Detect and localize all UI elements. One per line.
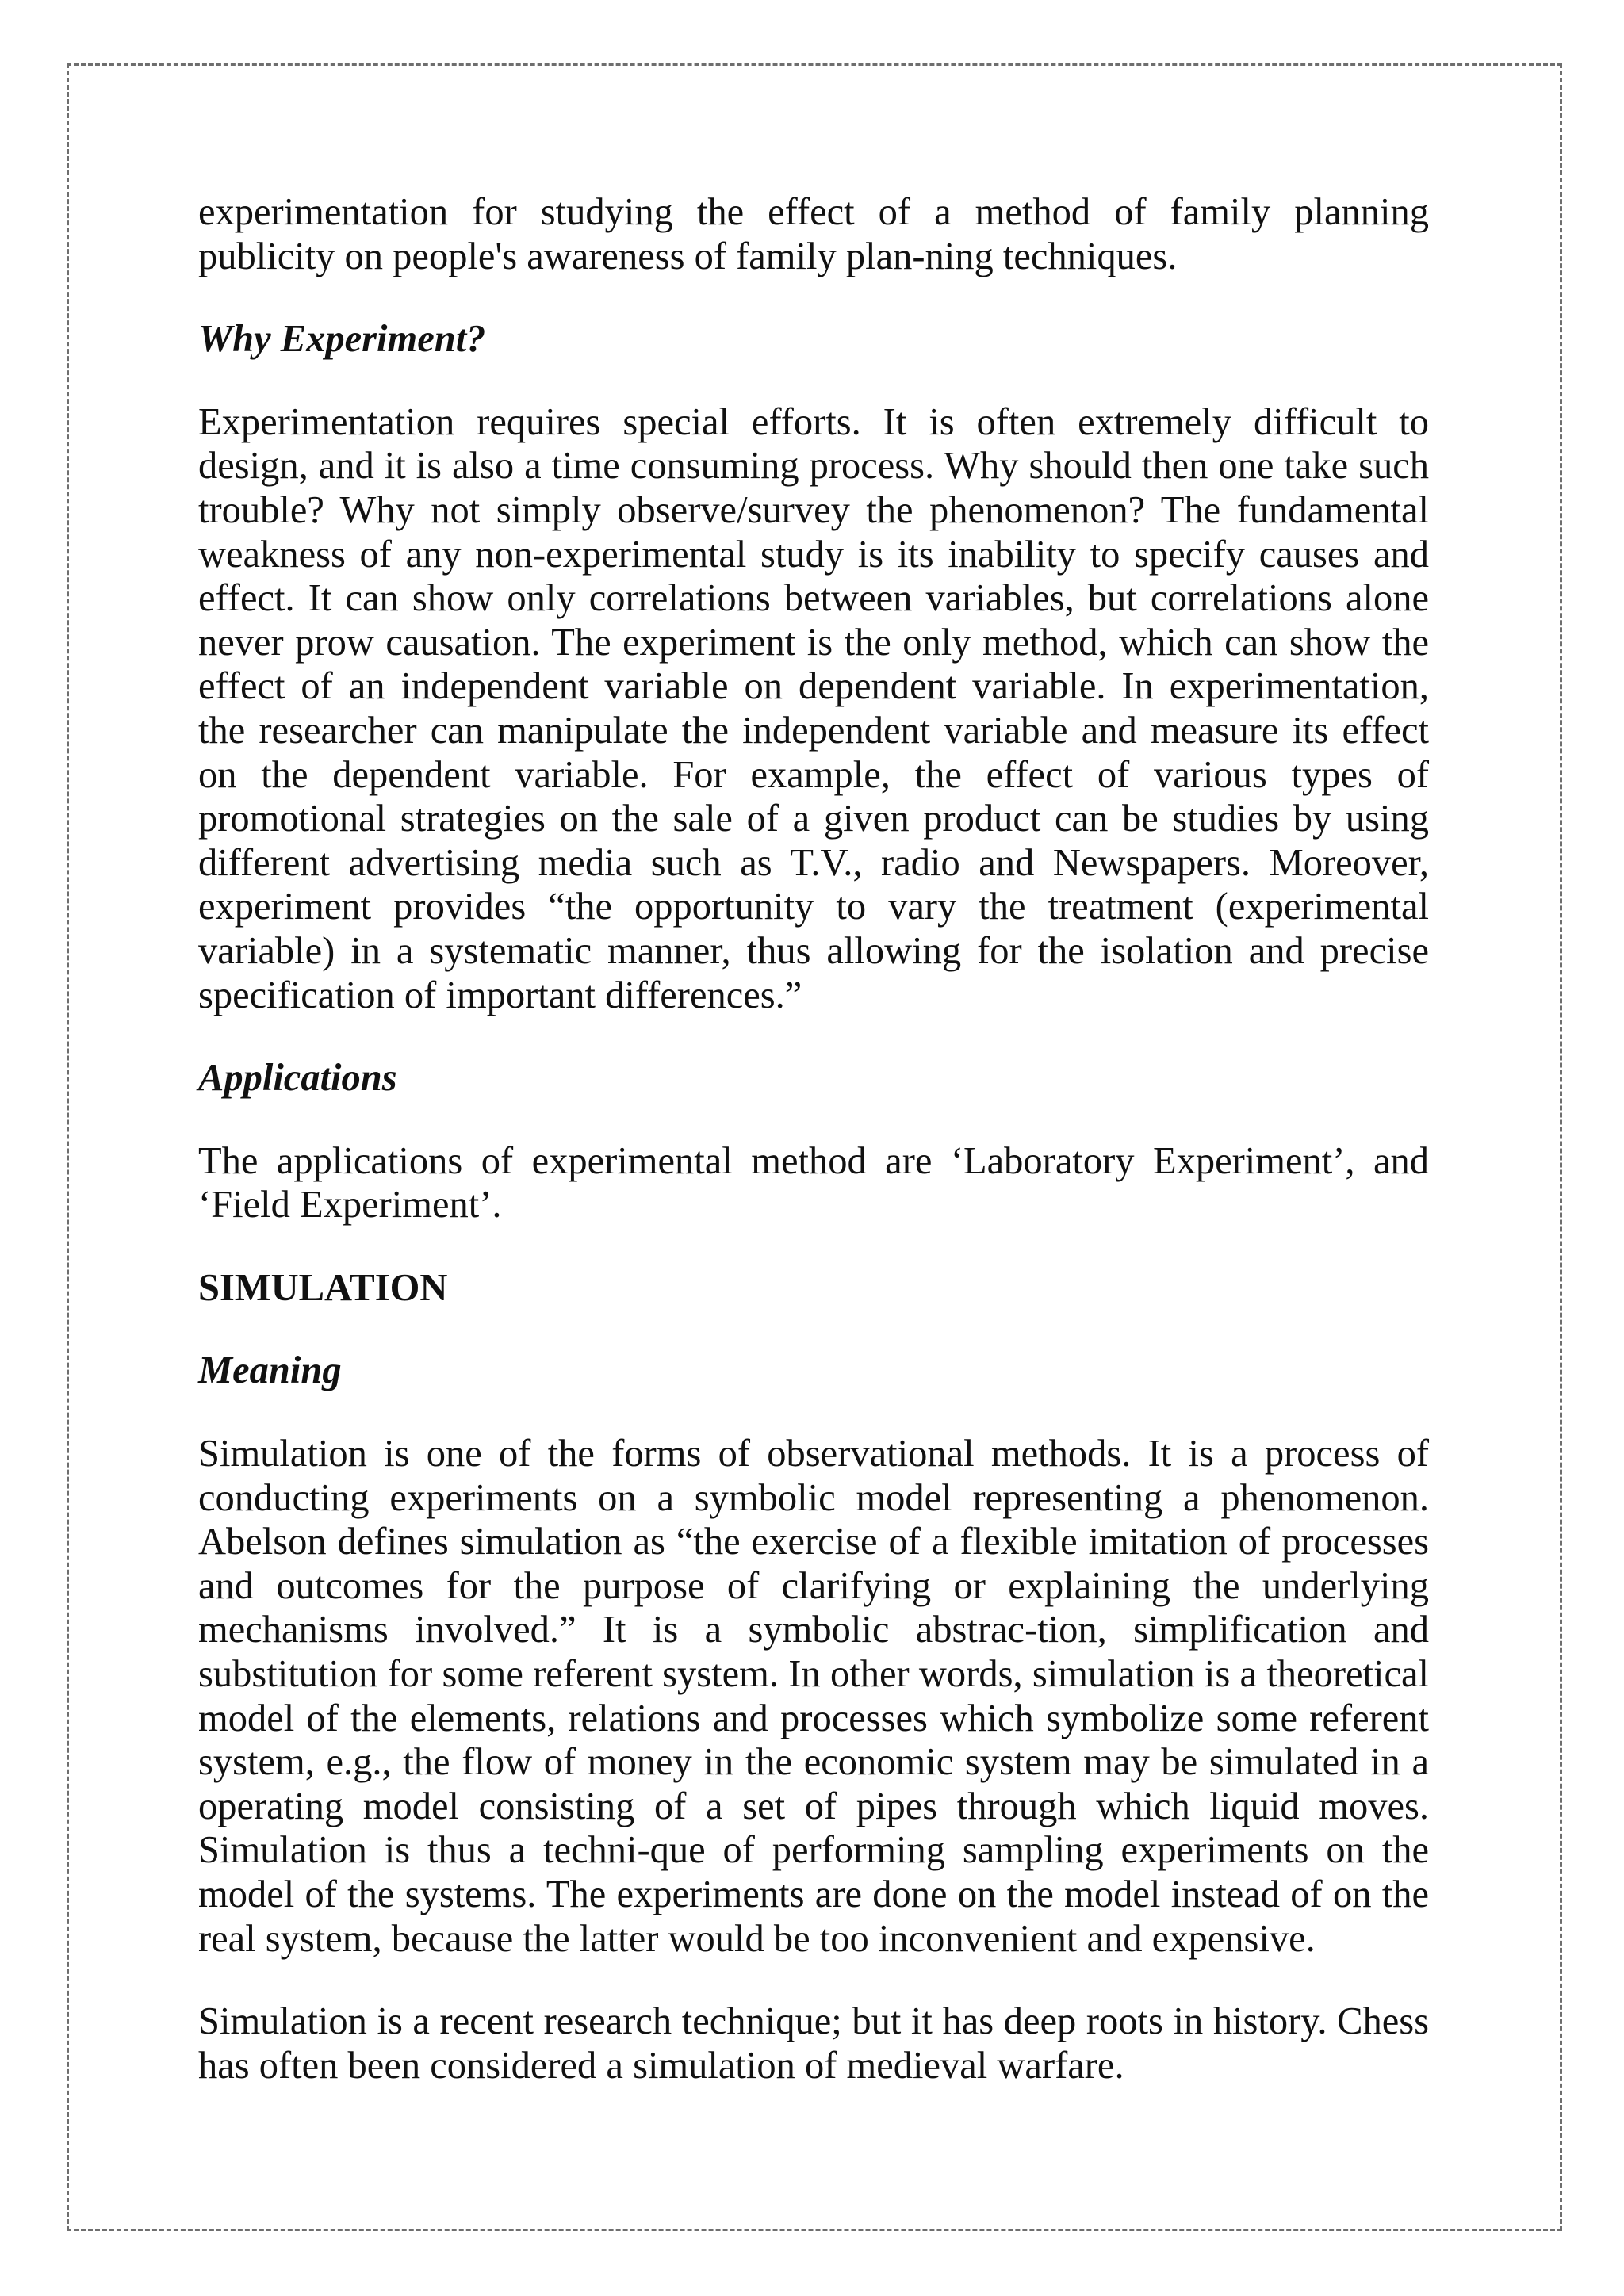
applications-paragraph: The applications of experimental method are ‘Laboratory Experiment’, and ‘Field Experiment’.: [198, 1139, 1429, 1226]
simulation-heading: SIMULATION: [198, 1266, 448, 1309]
why-experiment-heading: Why Experiment?: [198, 318, 486, 361]
history-paragraph: Simulation is a recent research technique; but it has deep roots in history. Chess has often been considered a simulation of medieval warfare.: [198, 2000, 1429, 2087]
applications-heading: Applications: [198, 1057, 397, 1100]
document-body: [198, 190, 1429, 2087]
intro-paragraph: experimentation for studying the effect of a method of family planning publicity on people's awareness of family plan-ning techniques.: [198, 191, 1429, 277]
meaning-heading: Meaning: [198, 1349, 342, 1392]
why-experiment-paragraph: Experimentation requires special efforts. It is often extremely difficult to design, and it is also a time consuming process. Why should then one take such trouble? Why not simply observe/survey the phenomenon? The fundamental weakness of any non-experimental study is its inability to specify causes and effect. It can show only correlations between variables, but correlations alone never prow causation. The experiment is the only method, which can show the effect of an independent variable on dependent variable. In experimentation, the researcher can manipulate the independent variable and measure its effect on the dependent variable. For example, the effect of various types of promotional strategies on the sale of a given product can be studies by using different advertising media such as T.V., radio and Newspapers. Moreover, experiment provides “the opportunity to vary the treatment (experimental variable) in a systematic manner, thus allowing for the isolation and precise specification of important differences.”: [198, 400, 1429, 1016]
meaning-paragraph: Simulation is one of the forms of observational methods. It is a process of conducting experiments on a symbolic model representing a phenomenon. Abelson defines simulation as “the exercise of a flexible imitation of processes and outcomes for the purpose of clarifying or explaining the underlying mechanisms involved.” It is a symbolic abstrac-tion, simplification and substitution for some referent system. In other words, simulation is a theoretical model of the elements, relations and processes which symbolize some referent system, e.g., the flow of money in the economic system may be simulated in a operating model consisting of a set of pipes through which liquid moves. Simulation is thus a techni-que of performing sampling experiments on the model of the systems. The experiments are done on the model instead of on the real system, because the latter would be too inconvenient and expensive.: [198, 1433, 1429, 1960]
